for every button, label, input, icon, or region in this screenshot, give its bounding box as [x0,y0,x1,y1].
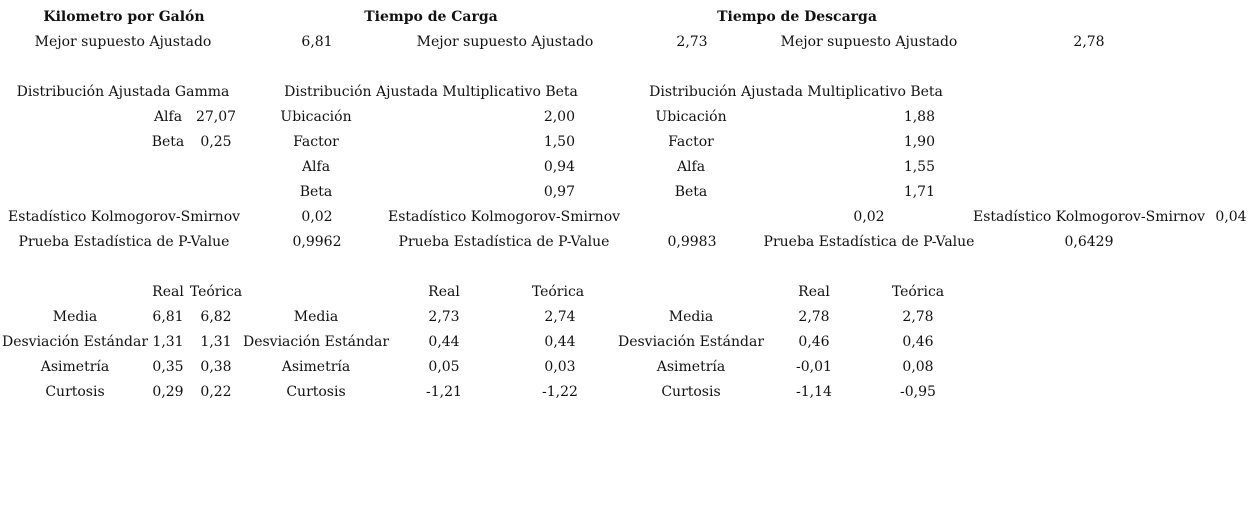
carga-stat-real: 0,05 [428,359,460,375]
carga-stat-name: Desviación Estándar [242,334,390,350]
descarga-param-name: Factor [668,134,714,150]
km-stat-name: Desviación Estándar [1,334,149,350]
descarga-distribution-label: Distribución Ajustada Multiplicativo Beta [649,84,943,100]
km-pvalue-label: Prueba Estadística de P-Value [18,234,230,250]
carga-param-name: Beta [299,184,333,200]
carga-stat-name: Asimetría [281,359,351,375]
carga-stat-teorica: -1,22 [542,384,578,400]
carga-real-header: Real [428,284,460,300]
descarga-pvalue-label: Prueba Estadística de P-Value [763,234,975,250]
km-stat-real: 0,29 [152,384,184,400]
descarga-teorica-header: Teórica [891,284,945,300]
km-param-name: Alfa [153,109,183,125]
descarga-best-value: 2,78 [1073,34,1105,50]
descarga-param-value: 1,71 [903,184,935,200]
km-best-label: Mejor supuesto Ajustado [34,34,212,50]
carga-stat-real: 2,73 [428,309,460,325]
km-param-value: 27,07 [195,109,237,125]
descarga-param-value: 1,88 [903,109,935,125]
km-pvalue-value: 0,9962 [292,234,342,250]
descarga-param-name: Alfa [676,159,706,175]
descarga-stat-real: -0,01 [796,359,832,375]
descarga-param-name: Beta [674,184,708,200]
carga-teorica-header: Teórica [531,284,585,300]
descarga-title: Tiempo de Descarga [717,9,877,25]
carga-title: Tiempo de Carga [364,9,498,25]
carga-param-name: Ubicación [280,109,352,125]
carga-param-value: 0,97 [543,184,575,200]
carga-param-name: Alfa [301,159,331,175]
descarga-ks-label: Estadístico Kolmogorov-Smirnov [972,209,1206,225]
carga-ks-label: Estadístico Kolmogorov-Smirnov [387,209,621,225]
carga-stat-teorica: 0,03 [544,359,576,375]
km-stat-teorica: 0,38 [200,359,232,375]
descarga-stat-real: -1,14 [796,384,832,400]
descarga-stat-name: Desviación Estándar [617,334,765,350]
descarga-param-name: Ubicación [655,109,727,125]
carga-distribution-label: Distribución Ajustada Multiplicativo Beta [284,84,578,100]
descarga-stat-name: Media [668,309,714,325]
carga-stat-name: Media [293,309,339,325]
km-ks-label: Estadístico Kolmogorov-Smirnov [7,209,241,225]
km-stat-name: Media [52,309,98,325]
km-stat-real: 6,81 [152,309,184,325]
carga-stat-name: Curtosis [286,384,346,400]
km-stat-real: 0,35 [152,359,184,375]
km-stat-real: 1,31 [152,334,184,350]
descarga-stat-teorica: -0,95 [900,384,936,400]
km-stat-teorica: 1,31 [200,334,232,350]
descarga-stat-teorica: 0,46 [902,334,934,350]
descarga-stat-name: Asimetría [656,359,726,375]
carga-param-value: 2,00 [543,109,575,125]
carga-stat-real: 0,44 [428,334,460,350]
carga-param-name: Factor [293,134,339,150]
carga-param-value: 0,94 [543,159,575,175]
descarga-best-label: Mejor supuesto Ajustado [780,34,958,50]
km-ks-value: 0,02 [301,209,333,225]
descarga-stat-real: 0,46 [798,334,830,350]
carga-stat-real: -1,21 [426,384,462,400]
carga-stat-teorica: 2,74 [544,309,576,325]
km-stat-teorica: 6,82 [200,309,232,325]
km-teorica-header: Teórica [189,284,243,300]
carga-ks-value: 0,02 [853,209,885,225]
km-stat-name: Asimetría [40,359,110,375]
descarga-param-value: 1,55 [903,159,935,175]
km-param-name: Beta [151,134,185,150]
descarga-pvalue-value: 0,6429 [1064,234,1114,250]
carga-pvalue-value: 0,9983 [667,234,717,250]
km-distribution-label: Distribución Ajustada Gamma [16,84,230,100]
descarga-real-header: Real [798,284,830,300]
carga-pvalue-label: Prueba Estadística de P-Value [398,234,610,250]
carga-stat-teorica: 0,44 [544,334,576,350]
descarga-stat-teorica: 0,08 [902,359,934,375]
km-title: Kilometro por Galón [43,9,205,25]
carga-best-value: 2,73 [676,34,708,50]
descarga-stat-real: 2,78 [798,309,830,325]
km-best-value: 6,81 [301,34,333,50]
descarga-stat-name: Curtosis [661,384,721,400]
km-param-value: 0,25 [200,134,232,150]
descarga-stat-teorica: 2,78 [902,309,934,325]
km-real-header: Real [152,284,184,300]
descarga-ks-value: 0,04 [1215,209,1247,225]
carga-best-label: Mejor supuesto Ajustado [416,34,594,50]
km-stat-name: Curtosis [45,384,105,400]
descarga-param-value: 1,90 [903,134,935,150]
km-stat-teorica: 0,22 [200,384,232,400]
carga-param-value: 1,50 [543,134,575,150]
